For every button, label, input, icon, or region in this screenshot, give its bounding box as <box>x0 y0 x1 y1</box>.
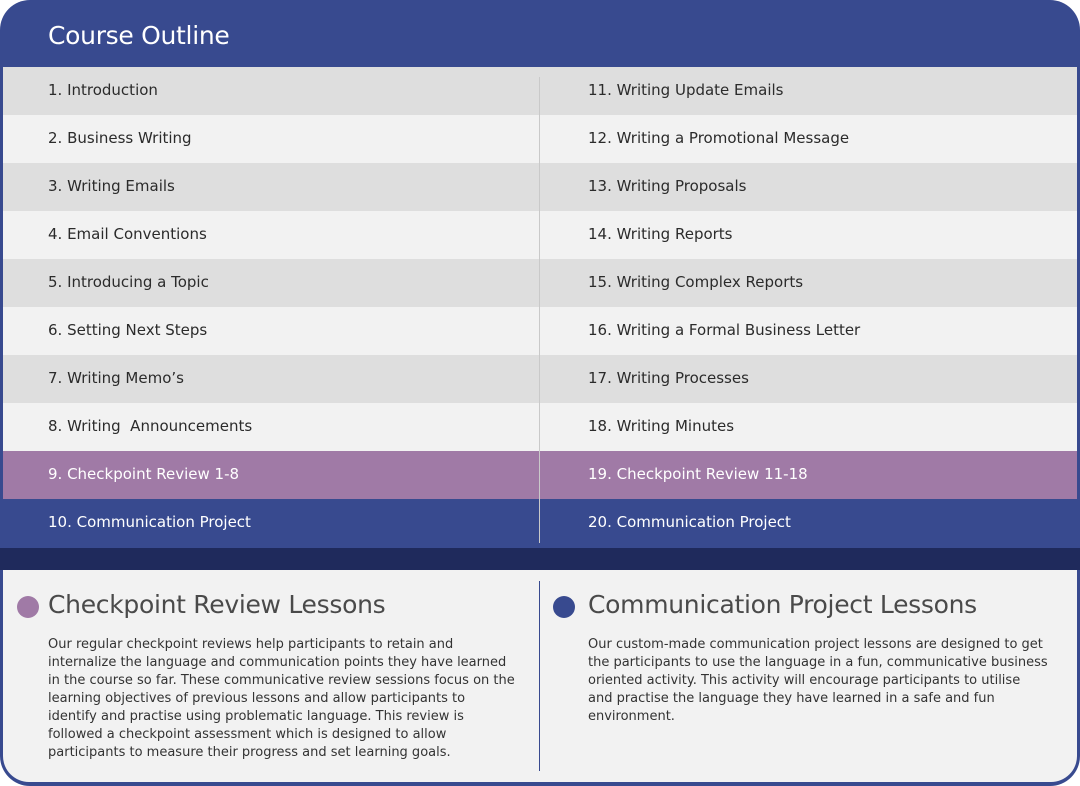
checkpoint-dot-icon <box>17 596 39 618</box>
checkpoint-row <box>3 451 1077 499</box>
lesson-item: 6. Setting Next Steps <box>48 321 208 339</box>
panel-divider <box>539 581 540 771</box>
project-lessons-title: Communication Project Lessons <box>588 590 977 619</box>
project-row <box>3 499 1077 547</box>
table-row <box>3 307 1077 355</box>
course-outline-table <box>3 67 1077 548</box>
lesson-item: 9. Checkpoint Review 1-8 <box>48 465 240 483</box>
lesson-item: 20. Communication Project <box>588 513 791 531</box>
lesson-item: 16. Writing a Formal Business Letter <box>588 321 861 339</box>
lesson-item: 11. Writing Update Emails <box>588 81 784 99</box>
lesson-item: 14. Writing Reports <box>588 225 733 243</box>
table-row <box>3 115 1077 163</box>
lesson-item: 17. Writing Processes <box>588 369 749 387</box>
table-row <box>3 67 1077 115</box>
lesson-item: 3. Writing Emails <box>48 177 175 195</box>
lesson-item: 2. Business Writing <box>48 129 192 147</box>
table-row <box>3 259 1077 307</box>
table-row <box>3 355 1077 403</box>
lesson-item: 19. Checkpoint Review 11-18 <box>588 465 808 483</box>
lesson-item: 8. Writing Announcements <box>48 417 253 435</box>
checkpoint-lessons-title: Checkpoint Review Lessons <box>48 590 386 619</box>
lesson-item: 12. Writing a Promotional Message <box>588 129 850 147</box>
lesson-item: 4. Email Conventions <box>48 225 207 243</box>
project-dot-icon <box>553 596 575 618</box>
lesson-item: 10. Communication Project <box>48 513 251 531</box>
table-row <box>3 211 1077 259</box>
lesson-item: 1. Introduction <box>48 81 158 99</box>
lesson-descriptions-panel <box>3 570 1077 782</box>
column-divider <box>539 77 540 543</box>
section-band <box>0 548 1080 570</box>
table-row <box>3 163 1077 211</box>
page-title: Course Outline <box>48 21 230 50</box>
lesson-item: 5. Introducing a Topic <box>48 273 209 291</box>
lesson-item: 7. Writing Memo’s <box>48 369 184 387</box>
table-row <box>3 403 1077 451</box>
checkpoint-lessons-description: Our regular checkpoint reviews help participants to retain and internalize the language and communication points they have learned in the course so far. These communicative review sessions focus on the learning objectives of previous lessons and allow participants to identify and practise using problematic language. This review is followed a checkpoint assessment which is designed to allow participants to measure their progress and set learning goals. <box>48 637 515 760</box>
lesson-item: 13. Writing Proposals <box>588 177 747 195</box>
lesson-item: 18. Writing Minutes <box>588 417 735 435</box>
project-lessons-description: Our custom-made communication project lessons are designed to get the participants to use the language in a fun, communicative business oriented activity. This activity will encourage participants to utilise and practise the language they have learned in a safe and fun environment. <box>588 637 1048 724</box>
lesson-item: 15. Writing Complex Reports <box>588 273 804 291</box>
